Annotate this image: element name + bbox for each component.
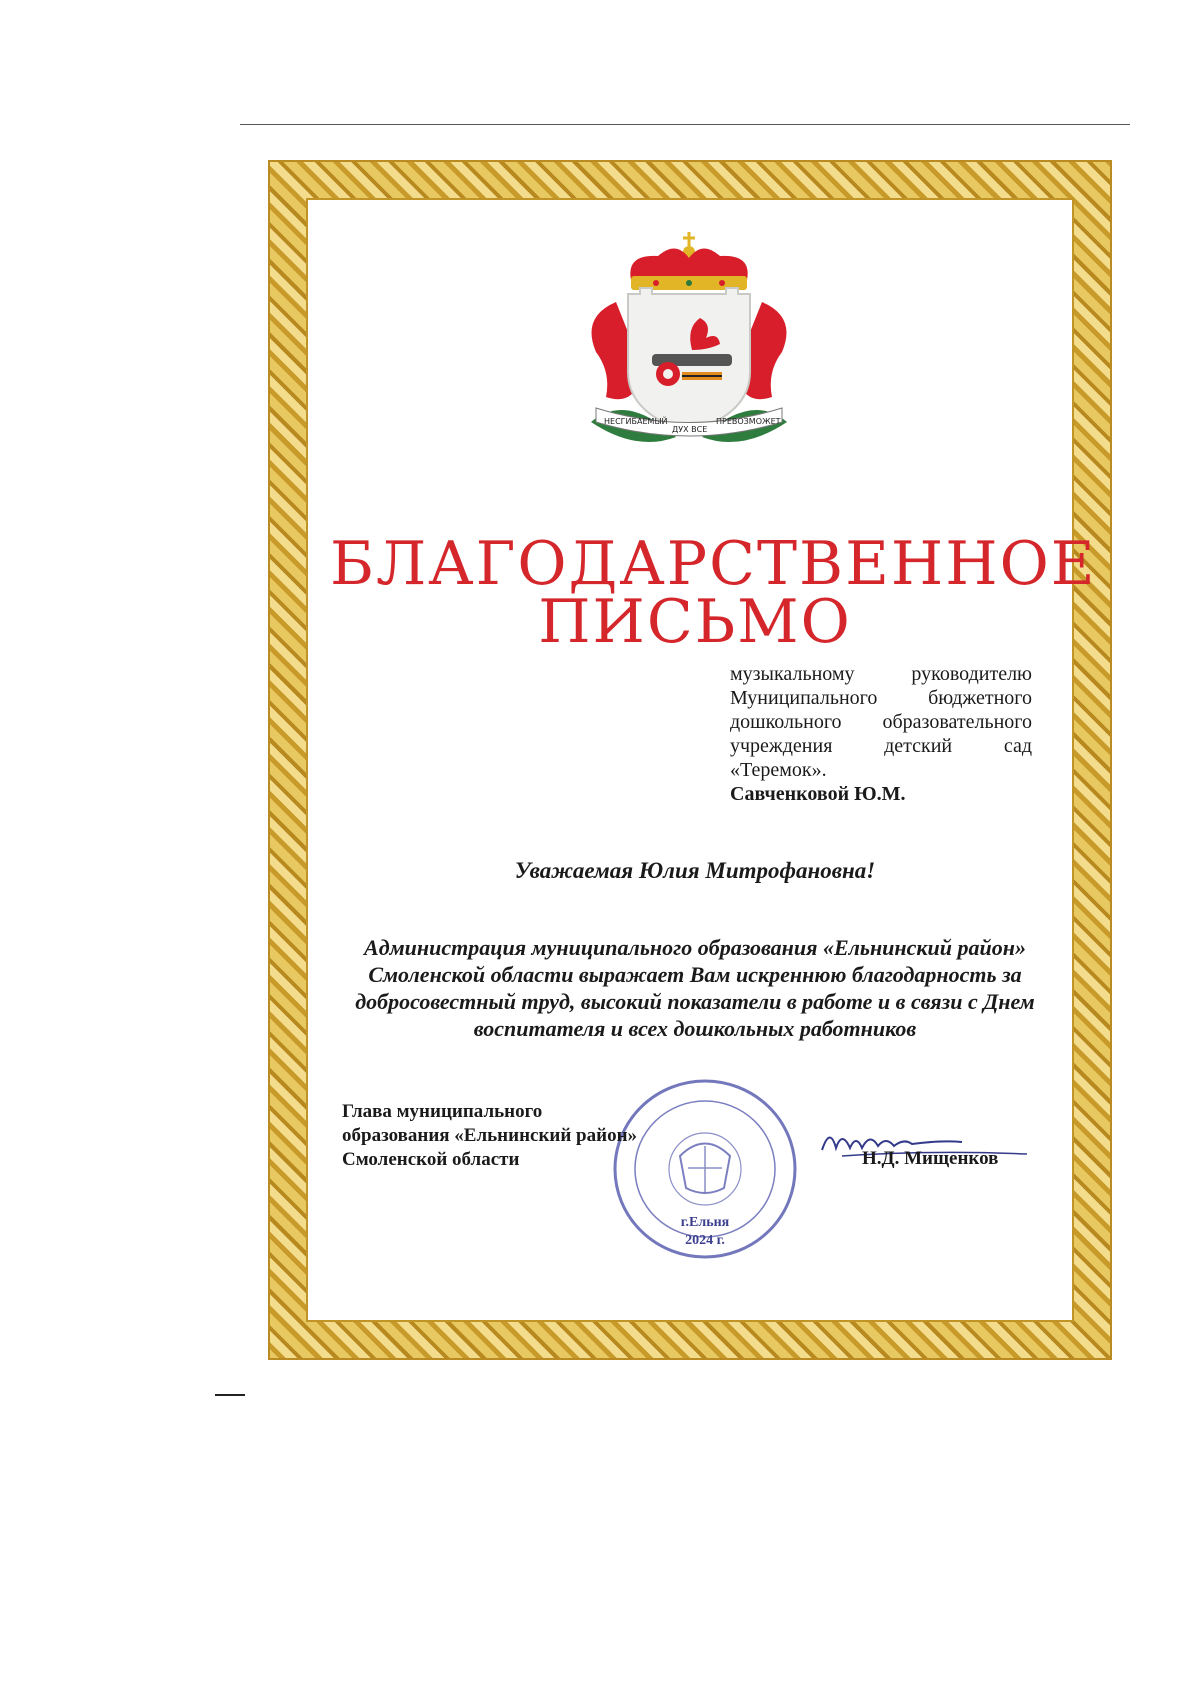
recipient-block [730, 662, 1032, 806]
signer-position [342, 1100, 672, 1172]
crown-icon [630, 232, 747, 290]
recipient-line: музыкальному руководителю [730, 663, 1032, 685]
top-rule [240, 124, 1130, 125]
signer-name: Н.Д. Мищенков [862, 1148, 999, 1169]
stamp-city: г.Ельня [680, 1215, 730, 1230]
document-title-line-2: ПИСЬМО [538, 587, 852, 657]
signer-position-line: Смоленской области [342, 1149, 520, 1170]
emblem-motto-1: НЕСГИБАЕМЫЙ [604, 417, 668, 426]
recipient-line: дошкольного образовательного [730, 711, 1032, 733]
coat-of-arms-icon [586, 232, 792, 464]
document-title-line-1: БЛАГОДАРСТВЕННОЕ [330, 529, 1097, 599]
recipient-line: учреждения детский сад [730, 735, 1032, 757]
signer-position-line: Глава муниципального [342, 1101, 543, 1122]
margin-mark [215, 1394, 245, 1396]
recipient-line: «Теремок». [730, 759, 827, 781]
stamp-year: 2024 г. [685, 1233, 725, 1248]
emblem-motto-3: ПРЕВОЗМОЖЕТ [716, 417, 781, 426]
greeting: Уважаемая Юлия Митрофановна! [514, 858, 876, 883]
signer-position-line: образования «Ельнинский район» [342, 1125, 638, 1146]
emblem-motto-2: ДУХ ВСЕ [672, 425, 708, 434]
recipient-name: Савченковой Ю.М. [730, 783, 906, 805]
body-text: Администрация муниципального образования «Ельнинский район» Смоленской области выражает Вам искреннюю благодарность за добросовестный труд, высокий показатели в работе и в связи с Днем воспитателя и всех дошкольных работников [355, 935, 1035, 1041]
recipient-line: Муниципального бюджетного [730, 687, 1032, 709]
